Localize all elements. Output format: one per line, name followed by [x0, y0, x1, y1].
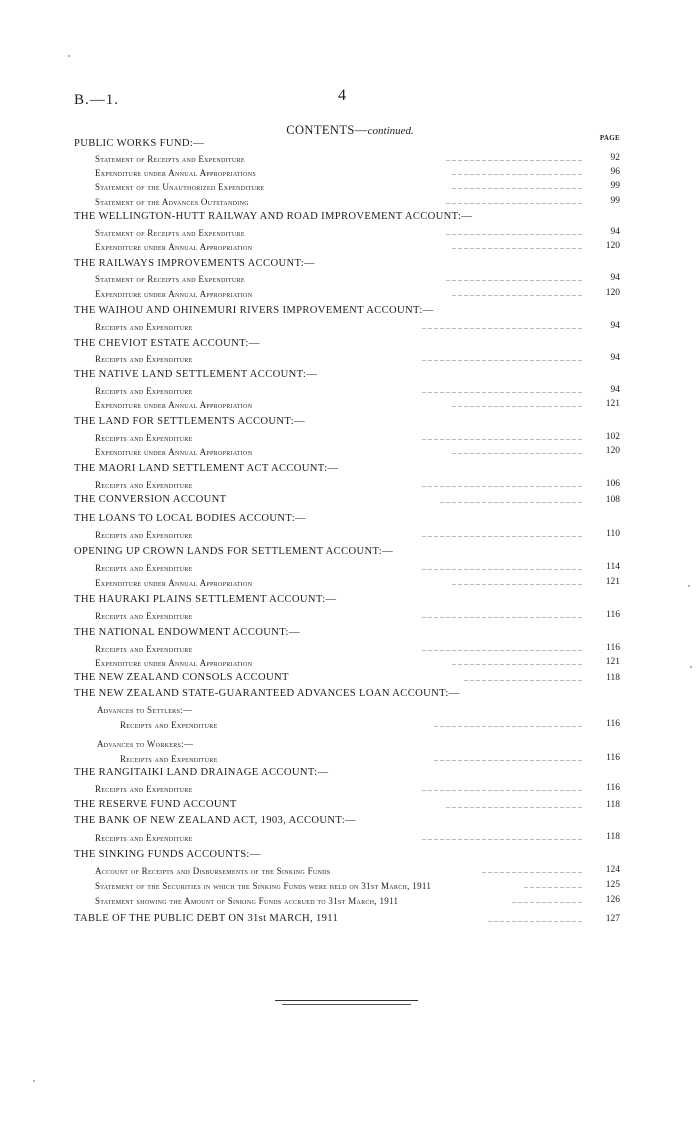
toc-entry-label: Account of Receipts and Disbursements of the Sinking Funds: [95, 866, 331, 876]
document-reference: B.—1.: [74, 92, 120, 108]
page-reference: 108: [605, 495, 620, 505]
dot-leader: .. .. .. .. .. .. .. .. .. .. .. .. .. .. .. .. .. .. .. .. .. .. .. .. .. .. ..: [422, 322, 582, 331]
section-title: THE NEW ZEALAND STATE-GUARANTEED ADVANCES LOAN ACCOUNT:—: [74, 688, 460, 699]
toc-entry-label: Receipts and Expenditure: [95, 322, 193, 332]
toc-section-heading-row: [0, 463, 700, 477]
section-title: THE NEW ZEALAND CONSOLS ACCOUNT: [74, 672, 289, 683]
toc-section-heading-row: [0, 815, 700, 829]
toc-entry-label: Receipts and Expenditure: [120, 754, 218, 764]
page-reference: 94: [610, 321, 620, 331]
toc-entry-row: [0, 831, 700, 845]
dot-leader: .. .. .. .. .. .. .. .. .. .. .. .. .. .. .. .. .. .. .. .. .. ..: [452, 242, 582, 251]
dot-leader: .. .. .. .. .. .. .. .. .. .. .. .. .. .. .. .. .. .. .. .. .. .. ..: [446, 274, 582, 283]
page-reference: 124: [605, 865, 620, 875]
toc-entry-label: Expenditure under Annual Appropriation: [95, 447, 253, 457]
toc-entry-label: Statement of Receipts and Expenditure: [95, 228, 245, 238]
toc-section-heading-row: [0, 305, 700, 319]
toc-entry-label: Statement of the Unauthorized Expenditure: [95, 182, 265, 192]
toc-entry-row: [0, 642, 700, 656]
toc-entry-row: [0, 656, 700, 670]
page-reference: 116: [606, 643, 620, 653]
section-title: THE NATIONAL ENDOWMENT ACCOUNT:—: [74, 627, 300, 638]
page-reference: 118: [606, 832, 620, 842]
toc-entry-row: [0, 320, 700, 334]
toc-section-heading-row: [0, 494, 700, 508]
page-reference: 114: [606, 562, 620, 572]
section-title: THE MAORI LAND SETTLEMENT ACT ACCOUNT:—: [74, 463, 339, 474]
page-reference: 116: [606, 719, 620, 729]
toc-entry-label: Receipts and Expenditure: [95, 530, 193, 540]
toc-entry-row: [0, 226, 700, 240]
section-title: THE RESERVE FUND ACCOUNT: [74, 799, 237, 810]
toc-entry-row: [0, 180, 700, 194]
section-title: THE RANGITAIKI LAND DRAINAGE ACCOUNT:—: [74, 767, 329, 778]
section-title: PUBLIC WORKS FUND:—: [74, 138, 205, 149]
toc-section-heading-row: [0, 338, 700, 352]
page-reference: 99: [610, 181, 620, 191]
dot-leader: .. .. .. .. .. .. .. .. .. .. .. .. .. .. .. .. .. .. .. .. .. .. .. .. .. .. ..: [422, 563, 582, 572]
toc-section-heading-row: [0, 594, 700, 608]
toc-section-heading-row: [0, 416, 700, 430]
dot-leader: .. .. .. .. .. .. .. .. .. .. .. .. .. .. .. ..: [488, 915, 582, 924]
toc-entry-label: Receipts and Expenditure: [95, 354, 193, 364]
toc-entry-row: [0, 561, 700, 575]
toc-section-heading-row: [0, 627, 700, 641]
dot-leader: .. .. .. .. .. .. .. .. .. .. .. .. .. .. .. .. .. .. .. .. .. .. ..: [446, 228, 582, 237]
section-title: OPENING UP CROWN LANDS FOR SETTLEMENT ACCOUNT:—: [74, 546, 394, 557]
toc-entry-row: [0, 737, 700, 751]
toc-entry-row: [0, 431, 700, 445]
section-title: THE CHEVIOT ESTATE ACCOUNT:—: [74, 338, 260, 349]
toc-entry-label: Receipts and Expenditure: [95, 563, 193, 573]
page-reference: 92: [610, 153, 620, 163]
page-reference: 120: [605, 241, 620, 251]
dot-leader: .. .. .. .. .. .. .. .. .. .. .. .. .. .. .. .. .. .. .. .. .. ..: [452, 182, 582, 191]
page-reference: 127: [605, 914, 620, 924]
section-title: THE BANK OF NEW ZEALAND ACT, 1903, ACCOUNT:—: [74, 815, 356, 826]
page-reference: 118: [606, 800, 620, 810]
section-title: THE SINKING FUNDS ACCOUNTS:—: [74, 849, 261, 860]
page-reference: 99: [610, 196, 620, 206]
dot-leader: .. .. .. .. .. .. .. .. .. .. .. .. .. .. .. .. .. .. .. .. .. .. .. .. .. .. ..: [422, 386, 582, 395]
toc-entry-label: Expenditure under Annual Appropriation: [95, 289, 253, 299]
page-reference: 102: [605, 432, 620, 442]
toc-section-heading-row: [0, 913, 700, 927]
section-title: THE LAND FOR SETTLEMENTS ACCOUNT:—: [74, 416, 305, 427]
page-reference: 116: [606, 610, 620, 620]
dot-leader: .. .. .. .. .. .. .. .. .. .. .. .. .. .. .. .. .. .. .. .. .. .. .. .. ..: [434, 754, 582, 763]
toc-entry-row: [0, 576, 700, 590]
toc-entry-label: Statement showing the Amount of Sinking Funds accrued to 31st March, 1911: [95, 896, 399, 906]
dot-leader: .. .. .. .. .. .. .. .. .. .. .. .. .. .. .. .. .. .. .. .. .. ..: [452, 289, 582, 298]
toc-section-heading-row: [0, 138, 700, 152]
dot-leader: .. .. .. .. .. .. .. .. .. .. .. .. .. .. .. .. .. .. .. .. .. ..: [452, 658, 582, 667]
dot-leader: .. .. .. .. .. .. .. .. .. .. .. .. .. .. .. .. .. .. .. .. .. .. .. .. .. .. ..: [422, 480, 582, 489]
toc-entry-label: Receipts and Expenditure: [95, 433, 193, 443]
dot-leader: .. .. .. .. .. .. .. .. .. .. .. .. .. .. .. .. .. .. .. .. .. .. .. .. .. .. ..: [422, 530, 582, 539]
toc-entry-row: [0, 894, 700, 908]
page-column-label: PAGE: [599, 134, 620, 142]
scan-speck: [690, 666, 692, 668]
dot-leader: .. .. .. .. .. .. .. .. .. .. .. .. .. .. .. .. .. .. .. .. .. .. ..: [446, 801, 582, 810]
dot-leader: .. .. .. .. .. .. .. .. .. .. .. .. .. .. .. .. .. .. .. .. .. .. .. .. .. .. ..: [422, 611, 582, 620]
toc-entry-row: [0, 718, 700, 732]
dot-leader: .. .. .. .. .. .. .. .. .. .. .. .. .. .. .. .. .. .. .. .. .. .. .. .. .. .. ..: [422, 354, 582, 363]
contents-title: CONTENTS—: [286, 123, 368, 137]
toc-entry-row: [0, 879, 700, 893]
toc-entry-label: Receipts and Expenditure: [95, 784, 193, 794]
section-title: TABLE OF THE PUBLIC DEBT ON 31st MARCH, 1911: [74, 913, 339, 924]
page-reference: 106: [605, 479, 620, 489]
toc-entry-label: Statement of Receipts and Expenditure: [95, 154, 245, 164]
toc-entry-label: Receipts and Expenditure: [95, 480, 193, 490]
toc-entry-row: [0, 752, 700, 766]
page-reference: 126: [605, 895, 620, 905]
toc-section-heading-row: [0, 767, 700, 781]
toc-entry-row: [0, 287, 700, 301]
footer-rule: [275, 1000, 418, 1001]
dot-leader: .. .. .. .. .. .. .. .. .. .. .. .. .. .. .. .. .. .. .. .. .. .. .. .. .. .. ..: [422, 644, 582, 653]
page-reference: 120: [605, 446, 620, 456]
toc-entry-row: [0, 152, 700, 166]
dot-leader: .. .. .. .. .. .. .. .. .. .. .. .. .. .. .. .. .. .. .. .. .. .. .. .. .. .. ..: [422, 784, 582, 793]
section-title: THE LOANS TO LOCAL BODIES ACCOUNT:—: [74, 513, 306, 524]
section-title: THE HAURAKI PLAINS SETTLEMENT ACCOUNT:—: [74, 594, 337, 605]
page-reference: 94: [610, 385, 620, 395]
toc-entry-row: [0, 240, 700, 254]
toc-entry-label: Expenditure under Annual Appropriation: [95, 578, 253, 588]
dot-leader: .. .. .. .. .. .. .. .. .. .. .. .. .. .. .. .. .. .. .. .. .. .. .. .. .. .. ..: [422, 833, 582, 842]
toc-entry-label: Expenditure under Annual Appropriation: [95, 658, 253, 668]
toc-entry-row: [0, 272, 700, 286]
toc-section-heading-row: [0, 211, 700, 225]
toc-entry-label: Statement of the Advances Outstanding: [95, 197, 249, 207]
section-title: THE NATIVE LAND SETTLEMENT ACCOUNT:—: [74, 369, 318, 380]
footer-rule-thin: [282, 1004, 411, 1005]
scan-speck: [688, 585, 690, 587]
toc-section-heading-row: [0, 369, 700, 383]
toc-entry-row: [0, 478, 700, 492]
page-number: 4: [338, 87, 346, 104]
toc-entry-row: [0, 445, 700, 459]
scan-speck: [33, 1080, 35, 1082]
dot-leader: .. .. .. .. .. .. .. .. .. .. .. .. .. .. .. .. .. .. .. .. .. ..: [452, 400, 582, 409]
page-reference: 116: [606, 783, 620, 793]
scan-speck: [68, 55, 70, 57]
section-title: THE WELLINGTON-HUTT RAILWAY AND ROAD IMPROVEMENT ACCOUNT:—: [74, 211, 473, 222]
toc-section-heading-row: [0, 546, 700, 560]
toc-entry-label: Expenditure under Annual Appropriations: [95, 168, 256, 178]
toc-entry-label: Receipts and Expenditure: [95, 644, 193, 654]
dot-leader: .. .. .. .. .. .. .. .. .. .. .. .. .. .. .. .. ..: [482, 866, 582, 875]
page-reference: 121: [605, 399, 620, 409]
toc-entry-row: [0, 195, 700, 209]
toc-section-heading-row: [0, 799, 700, 813]
toc-section-heading-row: [0, 258, 700, 272]
toc-entry-label: Statement of the Securities in which the Sinking Funds were held on 31st March, 1911: [95, 881, 432, 891]
toc-entry-row: [0, 703, 700, 717]
toc-entry-label: Receipts and Expenditure: [95, 611, 193, 621]
toc-entry-label: Advances to Workers:—: [97, 739, 194, 749]
section-title: THE RAILWAYS IMPROVEMENTS ACCOUNT:—: [74, 258, 315, 269]
toc-entry-label: Expenditure under Annual Appropriation: [95, 242, 253, 252]
toc-section-heading-row: [0, 672, 700, 686]
dot-leader: .. .. .. .. .. .. .. .. .. .. .. .. .. .. .. .. .. .. .. .. .. .. .. .. .. .. ..: [422, 433, 582, 442]
dot-leader: .. .. .. .. .. .. .. .. .. .. .. .. .. .. .. .. .. .. .. .. .. .. ..: [446, 197, 582, 206]
dot-leader: .. .. .. .. .. .. .. .. .. .. .. .. .. .. .. .. .. .. .. .. .. ..: [452, 578, 582, 587]
toc-entry-row: [0, 352, 700, 366]
section-title: THE WAIHOU AND OHINEMURI RIVERS IMPROVEMENT ACCOUNT:—: [74, 305, 434, 316]
toc-entry-row: [0, 864, 700, 878]
page-reference: 118: [606, 673, 620, 683]
toc-section-heading-row: [0, 849, 700, 863]
section-title: THE CONVERSION ACCOUNT: [74, 494, 227, 505]
toc-entry-row: [0, 609, 700, 623]
dot-leader: .. .. .. .. .. .. .. .. .. .. .. ..: [512, 896, 582, 905]
page-reference: 125: [605, 880, 620, 890]
dot-leader: .. .. .. .. .. .. .. .. .. ..: [524, 881, 582, 890]
toc-entry-row: [0, 384, 700, 398]
toc-entry-row: [0, 528, 700, 542]
dot-leader: .. .. .. .. .. .. .. .. .. .. .. .. .. .. .. .. .. .. .. ..: [464, 674, 582, 683]
contents-title-suffix: continued.: [367, 125, 414, 137]
toc-section-heading-row: [0, 688, 700, 702]
toc-entry-label: Receipts and Expenditure: [120, 720, 218, 730]
toc-entry-label: Advances to Settlers:—: [97, 705, 193, 715]
page-reference: 110: [606, 529, 620, 539]
dot-leader: .. .. .. .. .. .. .. .. .. .. .. .. .. .. .. .. .. .. .. .. .. ..: [452, 447, 582, 456]
page-reference: 94: [610, 353, 620, 363]
toc-entry-label: Receipts and Expenditure: [95, 386, 193, 396]
dot-leader: .. .. .. .. .. .. .. .. .. .. .. .. .. .. .. .. .. .. .. .. .. ..: [452, 168, 582, 177]
dot-leader: .. .. .. .. .. .. .. .. .. .. .. .. .. .. .. .. .. .. .. .. .. .. .. .. ..: [434, 720, 582, 729]
dot-leader: .. .. .. .. .. .. .. .. .. .. .. .. .. .. .. .. .. .. .. .. .. .. .. ..: [440, 496, 582, 505]
toc-entry-row: [0, 166, 700, 180]
toc-entry-row: [0, 782, 700, 796]
toc-entry-label: Expenditure under Annual Appropriation: [95, 400, 253, 410]
dot-leader: .. .. .. .. .. .. .. .. .. .. .. .. .. .. .. .. .. .. .. .. .. .. ..: [446, 154, 582, 163]
toc-entry-row: [0, 398, 700, 412]
page-reference: 116: [606, 753, 620, 763]
toc-section-heading-row: [0, 513, 700, 527]
page-reference: 96: [610, 167, 620, 177]
page-reference: 94: [610, 273, 620, 283]
toc-entry-label: Statement of Receipts and Expenditure: [95, 274, 245, 284]
page-reference: 94: [610, 227, 620, 237]
page-reference: 120: [605, 288, 620, 298]
toc-entry-label: Receipts and Expenditure: [95, 833, 193, 843]
page-reference: 121: [605, 577, 620, 587]
page-reference: 121: [605, 657, 620, 667]
